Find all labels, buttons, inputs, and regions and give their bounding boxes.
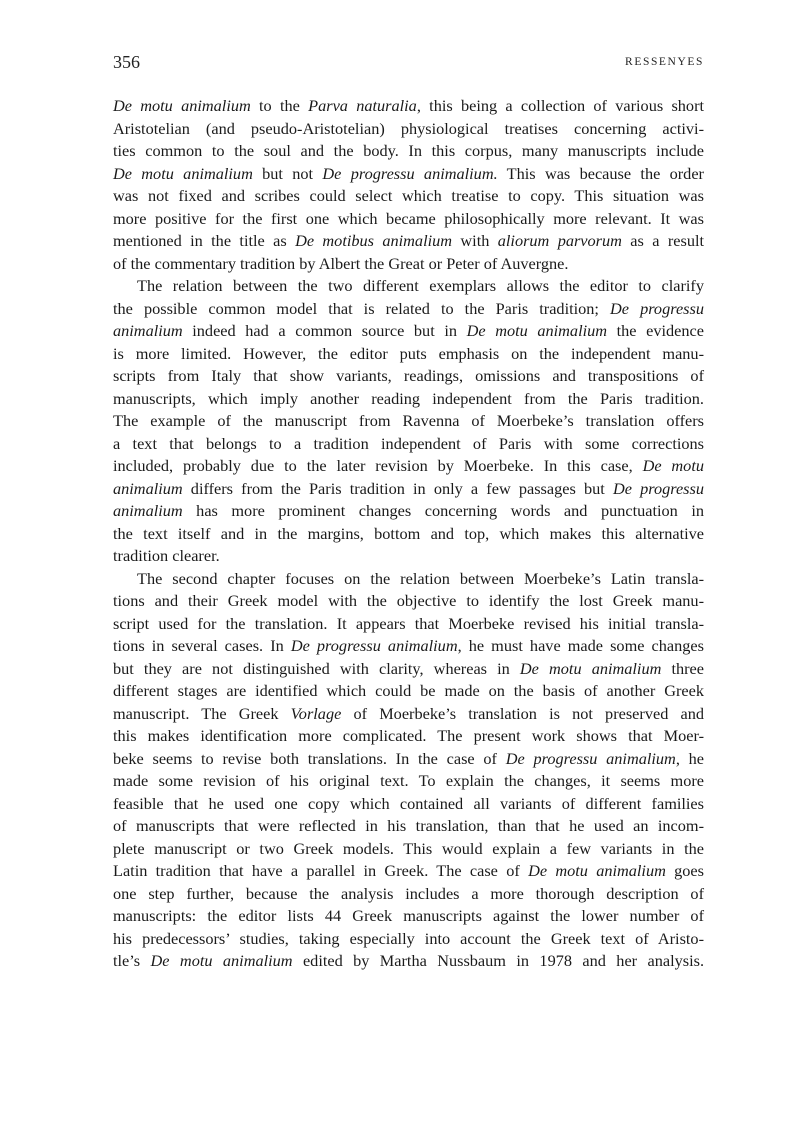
text-segment: the evidence xyxy=(607,321,704,340)
italic-title: De motu animalium xyxy=(150,951,293,970)
text-segment: , he xyxy=(675,748,705,768)
text-segment: the possible common model that is related to the Paris tradition; xyxy=(113,298,611,318)
italic-title: De progressu animalium xyxy=(505,748,676,768)
text-line xyxy=(113,703,704,726)
text-line xyxy=(113,838,704,861)
text-segment: the text itself and in the margins, bottom and top, which makes this alternative xyxy=(113,523,704,543)
italic-title: De motu animalium xyxy=(519,658,662,678)
italic-title: De motu animalium xyxy=(113,163,253,183)
text-line xyxy=(113,185,704,208)
text-segment: Latin tradition that have a parallel in Greek. The case of xyxy=(113,861,529,880)
italic-title: De progressu animalium. xyxy=(322,163,498,183)
text-segment: but they are not distinguished with clarity, whereas in xyxy=(113,658,520,678)
text-line xyxy=(113,230,704,253)
text-line xyxy=(113,275,704,298)
text-segment: beke seems to revise both translations. In the case of xyxy=(113,748,506,768)
text-line xyxy=(113,95,704,118)
italic-title: De motu xyxy=(642,456,704,475)
text-line xyxy=(113,388,704,411)
italic-title: De motibus animalium xyxy=(295,231,453,250)
text-segment: ties common to the soul and the body. In this corpus, many manuscripts include xyxy=(113,141,704,160)
text-segment: tions and their Greek model with the objective to identify the lost Greek manu- xyxy=(113,591,704,610)
text-line xyxy=(113,815,704,838)
text-segment: with xyxy=(452,231,498,250)
text-line xyxy=(113,680,704,703)
page-header xyxy=(113,52,704,74)
text-line xyxy=(113,748,704,771)
text-line xyxy=(113,950,704,973)
italic-title: animalium xyxy=(113,478,183,498)
text-line xyxy=(113,253,704,276)
italic-title: Parva naturalia xyxy=(308,96,417,115)
text-line xyxy=(113,140,704,163)
italic-title: De progressu animalium xyxy=(290,636,458,655)
text-line xyxy=(113,298,704,321)
text-segment: mentioned in the title as xyxy=(113,231,296,250)
text-segment: this makes identification more complicated. The present work shows that Moer- xyxy=(113,726,704,745)
italic-title: De motu animalium xyxy=(466,321,608,340)
text-segment: included, probably due to the later revision by Moerbeke. In this case, xyxy=(113,456,643,475)
text-line xyxy=(113,410,704,433)
text-segment: edited by Martha Nussbaum in 1978 and her analysis. xyxy=(292,951,705,970)
text-segment: different stages are identified which could be made on the basis of another Greek xyxy=(113,681,704,700)
text-segment: three xyxy=(661,658,704,678)
text-segment: Aristotelian (and pseudo-Aristotelian) physiological treatises concerning activi- xyxy=(113,118,704,138)
text-segment: This was because the order xyxy=(497,163,704,183)
text-segment: The relation between the two different exemplars allows the editor to clarify xyxy=(137,276,704,295)
italic-title: De progressu xyxy=(612,478,704,498)
text-line xyxy=(113,883,704,906)
text-line xyxy=(113,635,704,658)
text-line xyxy=(113,928,704,951)
text-segment: feasible that he used one copy which contained all variants of different families xyxy=(113,793,704,813)
text-segment: goes xyxy=(665,861,704,880)
italic-title: Vorlage xyxy=(290,703,342,723)
text-line xyxy=(113,455,704,478)
text-line xyxy=(113,725,704,748)
text-segment: of the commentary tradition by Albert the Great or Peter of Auvergne. xyxy=(113,253,569,273)
text-line xyxy=(113,523,704,546)
page-number: 356 xyxy=(113,52,140,72)
text-segment: more positive for the first one which became philosophically more relevant. It was xyxy=(113,208,704,228)
text-line xyxy=(113,163,704,186)
text-segment: , he must have made some changes xyxy=(457,636,704,655)
text-segment: to the xyxy=(250,96,309,115)
text-segment: indeed had a common source but in xyxy=(182,321,467,340)
text-line xyxy=(113,545,704,568)
text-line xyxy=(113,770,704,793)
text-line xyxy=(113,433,704,456)
text-segment: is more limited. However, the editor puts emphasis on the independent manu- xyxy=(113,343,704,363)
text-line xyxy=(113,118,704,141)
text-line xyxy=(113,478,704,501)
text-segment: differs from the Paris tradition in only a few passages but xyxy=(182,478,613,498)
text-segment: tle’s xyxy=(113,951,151,970)
running-head: RESSENYES xyxy=(625,56,704,68)
text-line xyxy=(113,500,704,523)
text-line xyxy=(113,613,704,636)
text-segment: manuscripts, which imply another reading independent from the Paris tradition. xyxy=(113,388,704,408)
text-line xyxy=(113,905,704,928)
text-segment: has more prominent changes concerning words and punctuation in xyxy=(182,501,704,520)
text-segment: manuscripts: the editor lists 44 Greek manuscripts against the lower number of xyxy=(113,906,704,925)
text-segment: was not fixed and scribes could select which treatise to copy. This situation was xyxy=(113,186,704,205)
text-line xyxy=(113,793,704,816)
text-segment: , this being a collection of various short xyxy=(416,96,705,115)
text-segment: one step further, because the analysis includes a more thorough description of xyxy=(113,883,704,903)
body-text xyxy=(113,95,704,973)
text-line xyxy=(113,590,704,613)
text-segment: The example of the manuscript from Ravenna of Moerbeke’s translation offers xyxy=(113,411,704,430)
text-segment: script used for the translation. It appears that Moerbeke revised his initial transla- xyxy=(113,613,704,633)
text-segment: tions in several cases. In xyxy=(113,636,291,655)
text-segment: scripts from Italy that show variants, readings, omissions and transpositions of xyxy=(113,366,704,385)
italic-title: animalium xyxy=(113,321,183,340)
text-line xyxy=(113,320,704,343)
text-segment: his predecessors’ studies, taking especially into account the Greek text of Aristo- xyxy=(113,928,704,948)
text-line xyxy=(113,208,704,231)
italic-title: aliorum parvorum xyxy=(497,231,622,250)
text-line xyxy=(113,568,704,591)
text-segment: manuscript. The Greek xyxy=(113,703,291,723)
italic-title: De progressu xyxy=(610,298,704,318)
text-segment: tradition clearer. xyxy=(113,546,220,565)
text-segment: of Moerbeke’s translation is not preserved and xyxy=(341,703,704,723)
text-line xyxy=(113,658,704,681)
text-line xyxy=(113,860,704,883)
text-segment: The second chapter focuses on the relation between Moerbeke’s Latin transla- xyxy=(137,568,704,588)
text-segment: a text that belongs to a tradition independent of Paris with some corrections xyxy=(113,433,704,453)
italic-title: De motu animalium xyxy=(528,861,666,880)
italic-title: animalium xyxy=(113,501,183,520)
text-line xyxy=(113,365,704,388)
text-line xyxy=(113,343,704,366)
text-segment: plete manuscript or two Greek models. This would explain a few variants in the xyxy=(113,838,704,858)
text-segment: but not xyxy=(252,163,323,183)
text-segment: made some revision of his original text. To explain the changes, it seems more xyxy=(113,771,704,790)
text-segment: of manuscripts that were reflected in his translation, than that he used an incom- xyxy=(113,816,704,835)
text-segment: as a result xyxy=(621,231,705,250)
italic-title: De motu animalium xyxy=(113,96,251,115)
